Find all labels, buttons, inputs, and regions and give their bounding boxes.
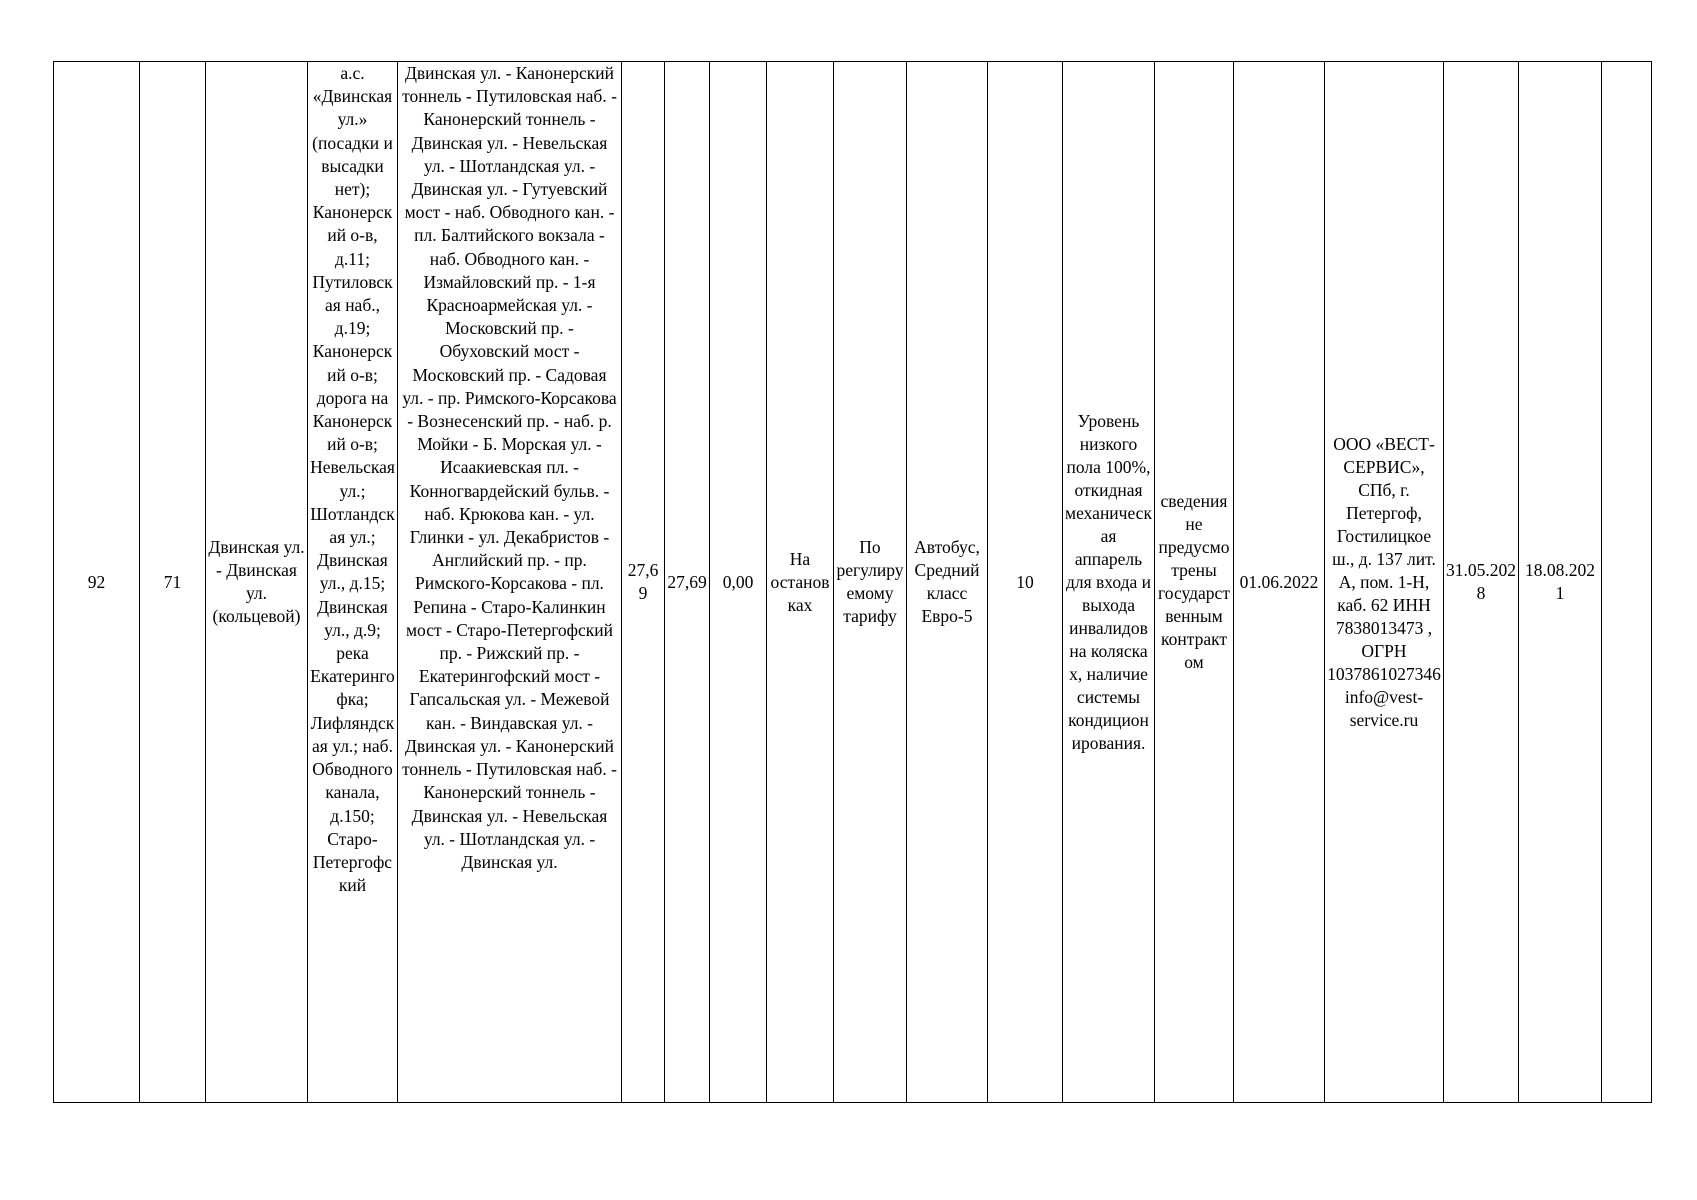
stops-cell: а.с. «Двинская ул.» (посадки и высадки нет); Канонерский о-в, д.11; Путиловская наб., д.19; Канонерский о-в; дорога на Канонерский о-в; Невельская ул.; Шотландская ул.; Двинская ул., д.15; Двинская ул., д.9; река Екатерингофка; Лифляндская ул.; наб. Обводного канала, д.150; Старо-Петергофский: [308, 62, 398, 1103]
length-forward-cell: 27,69: [622, 62, 665, 1103]
vehicle-count-cell: 10: [988, 62, 1063, 1103]
registry-number-cell: 92: [54, 62, 140, 1103]
end-date-cell: 31.05.2028: [1444, 62, 1519, 1103]
empty-value-cell: 0,00: [710, 62, 767, 1103]
vehicle-features-cell: Уровень низкого пола 100%, откидная механическая аппарель для входа и выхода инвалидов на коляска х, наличие системы кондиционирования.: [1063, 62, 1155, 1103]
start-date-cell: 01.06.2022: [1234, 62, 1325, 1103]
route-path-cell: Двинская ул. - Канонерский тоннель - Путиловская наб. - Канонерский тоннель - Двинская ул. - Невельская ул. - Шотландская ул. - Двинская ул. - Гутуевский мост - наб. Обводного кан. - пл. Балтийского вокзала - наб. Обводного кан. - Измайловский пр. - 1-я Красноармейская ул. - Московский пр. - Обуховский мост - Московский пр. - Садовая ул. - пр. Римского-Корсакова - Вознесенский пр. - наб. р. Мойки - Б. Морская ул. - Исаакиевская пл. - Конногвардейский бульв. - наб. Крюкова кан. - ул. Глинки - ул. Декабристов - Английский пр. - пр. Римского-Корсакова - пл. Репина - Старо-Калинкин мост - Старо-Петергофский пр. - Рижский пр. - Екатерингофский мост - Гапсальская ул. - Межевой кан. - Виндавская ул. - Двинская ул. - Канонерский тоннель - Путиловская наб. - Канонерский тоннель - Двинская ул. - Невельская ул. - Шотландская ул. - Двинская ул.: [398, 62, 622, 1103]
boarding-order-cell: На остановках: [767, 62, 834, 1103]
tariff-cell: По регулируемому тарифу: [834, 62, 907, 1103]
registration-date-cell: 18.08.2021: [1519, 62, 1602, 1103]
carrier-cell: ООО «ВЕСТ-СЕРВИС», СПб, г. Петергоф, Гостилицкое ш., д. 137 лит. А, пом. 1-Н, каб. 62 ИНН 7838013473 , ОГРН 1037861027346 info@vest-service.ru: [1325, 62, 1444, 1103]
route-name-cell: Двинская ул. - Двинская ул. (кольцевой): [206, 62, 308, 1103]
route-registry-table: [53, 61, 1652, 1103]
contract-info-cell: сведения не предусмотрены государственным контрактом: [1155, 62, 1234, 1103]
extra-cell: [1602, 62, 1652, 1103]
route-number-cell: 71: [140, 62, 206, 1103]
length-backward-cell: 27,69: [665, 62, 710, 1103]
table-row: [54, 62, 1652, 1103]
vehicle-cell: Автобус, Средний класс Евро-5: [907, 62, 988, 1103]
